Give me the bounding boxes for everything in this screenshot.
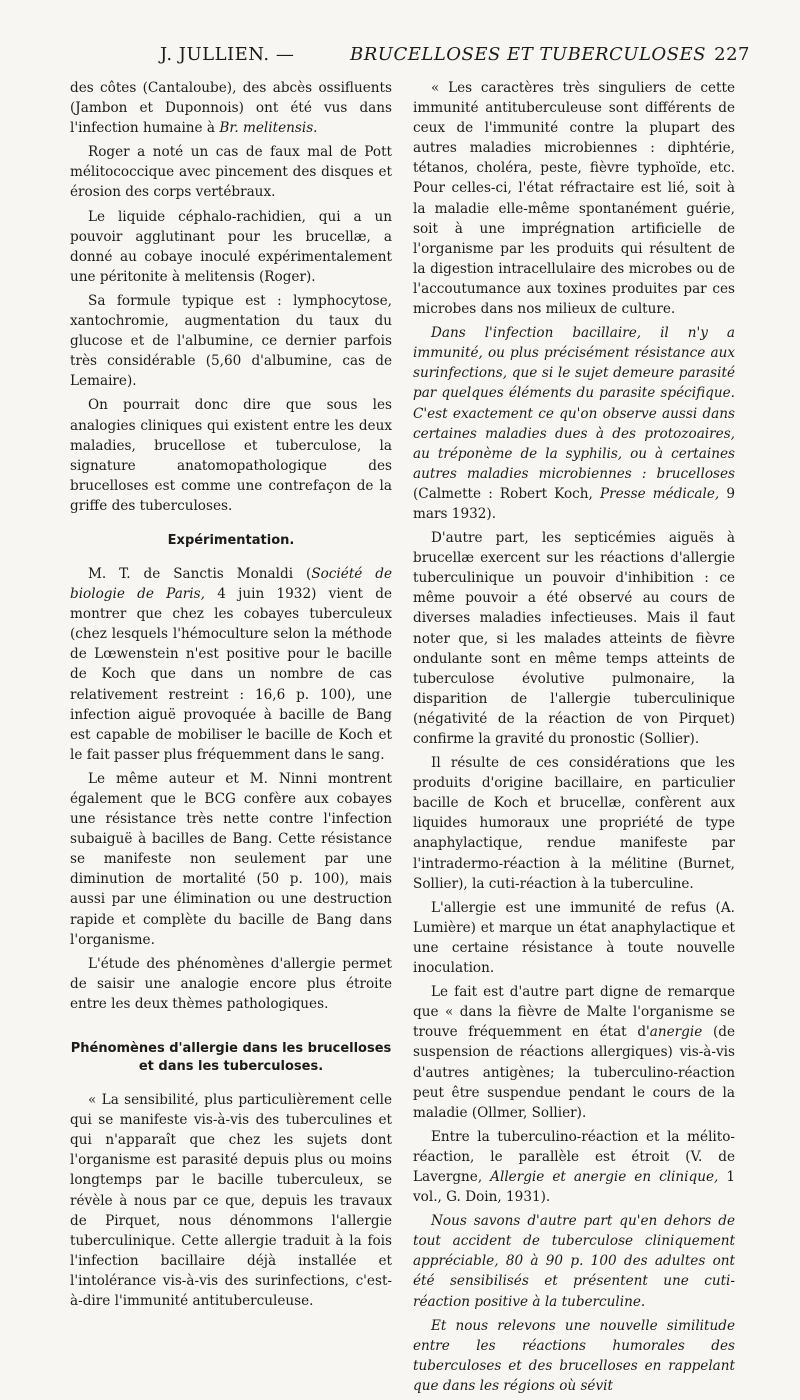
species-name: Br. melitensis.: [219, 120, 318, 137]
paragraph: Sa formule typique est : lymphocytose, xantochromie, augmentation du taux du glucose et de l'albumine, ce dernier parfois très considérable (5,60 d'albumine, cas de Lemaire).: [70, 292, 392, 390]
paragraph: [413, 1127, 735, 1207]
paragraph: [70, 78, 392, 138]
paragraph: D'autre part, les septicémies aiguës à brucellæ exercent sur les réactions d'allergie tuberculinique un pouvoir d'inhibition : ce même pouvoir a été observé au cours de diverses maladies infectieuses. Mais il faut noter que, si les malades atteints de fièvre ondulante sont en même temps atteints de tuberculose évolutive pulmonaire, la disparition de l'allergie tuberculinique (négativité de la réaction de von Pirquet) confirme la gravité du pronostic (Sollier).: [413, 530, 735, 747]
left-column: [70, 78, 392, 1315]
text: (Calmette : Robert Koch,: [413, 485, 600, 502]
paragraph: On pourrait donc dire que sous les analogies cliniques qui existent entre les deux maladies, brucellose et tuberculose, la signature anatomopathologique des brucelloses est comme une contrefaçon de la griffe des tuberculoses.: [70, 397, 392, 514]
paragraph: Nous savons d'autre part qu'en dehors de tout accident de tuberculose cliniquement appréciable, 80 à 90 p. 100 des adultes ont été sensibilisés et présentent une cuti-réaction positive à la tuberculine.: [413, 1213, 735, 1310]
header-title: BRUCELLOSES ET TUBERCULOSES: [350, 44, 706, 65]
text: M. T. de Sanctis Monaldi (: [88, 565, 312, 582]
heading-line: Phénomènes d'allergie dans les brucelloses: [70, 1041, 392, 1057]
term: anergie: [649, 1024, 703, 1041]
paragraph: L'allergie est une immunité de refus (A. Lumière) et marque un état anaphylactique et une certaine résistance à toute nouvelle inoculation.: [413, 899, 735, 977]
text: 1 vol., G. Doin, 1931).: [413, 1168, 735, 1206]
text: des côtes (Cantaloube), des abcès ossifluents (Jambon et Duponnois) ont été vus dans l'infection humaine à: [70, 80, 392, 137]
paragraph: Et nous relevons une nouvelle similitude entre les réactions humorales des tuberculoses et des brucelloses en rappelant que dans les régions où sévit: [413, 1317, 735, 1394]
paragraph: Il résulte de ces considérations que les produits d'origine bacillaire, en particulier bacille de Koch et brucellæ, confèrent aux liquides humoraux une propriété de type anaphylactique, rendue manifeste par l'intradermo-réaction à la mélitine (Burnet, Sollier), la cuti-réaction à la tuberculine.: [413, 755, 735, 892]
heading-line: et dans les tuberculoses.: [138, 1059, 324, 1075]
text: 4 juin 1932) vient de montrer que chez les cobayes tuberculeux (chez lesquels l'hémoculture selon la méthode de Lœwenstein n'est positive pour le bacille de Koch que dans un nombre de cas relativement restreint : 16,6 p. 100), une infection aiguë provoquée à bacille de Bang est capable de mobiliser le bacille de Koch et le fait passer plus fréquemment dans le sang.: [70, 586, 392, 763]
right-column: [413, 78, 735, 1400]
citation: Allergie et anergie en clinique,: [490, 1168, 719, 1185]
header-author: J. JULLIEN. —: [160, 44, 295, 65]
text: (de suspension de réactions allergiques) vis-à-vis d'autres antigènes; la tuberculino-réaction peut être suspendue pendant le cours de la maladie (Ollmer, Sollier).: [413, 1024, 735, 1121]
paragraph: « La sensibilité, plus particulièrement celle qui se manifeste vis-à-vis des tuberculines et qui n'apparaît que chez les sujets dont l'organisme est parasité depuis plus ou moins longtemps par le bacille tuberculeux, se révèle à nous par ce que, depuis les travaux de Pirquet, nous dénommons l'allergie tuberculinique. Cette allergie traduit à la fois l'infection bacillaire déjà installée et l'intolérance vis-à-vis des surinfections, c'est-à-dire l'immunité antituberculeuse.: [70, 1092, 392, 1309]
paragraph: L'étude des phénomènes d'allergie permet de saisir une analogie encore plus étroite entre les deux thèmes pathologiques.: [70, 955, 392, 1012]
paragraph: [413, 323, 735, 524]
text: Entre la tuberculino-réaction et la mélito-réaction, le parallèle est étroit (V. de Lavergne,: [413, 1128, 735, 1185]
paragraph: Le même auteur et M. Ninni montrent également que le BCG confère aux cobayes une résistance très nette contre l'infection subaiguë à bacilles de Bang. Cette résistance se manifeste non seulement par une diminution de mortalité (50 p. 100), mais aussi par une élimination ou une destruction rapide et complète du bacille de Bang dans l'organisme.: [70, 770, 392, 948]
section-heading-allergie: [70, 1040, 392, 1076]
paragraph: « Les caractères très singuliers de cette immunité antituberculeuse sont différents de ceux de l'immunité contre la plupart des autres maladies microbiennes : diphtérie, tétanos, choléra, peste, fièvre typhoïde, etc. Pour celles-ci, l'état réfractaire est lié, soit à la maladie elle-même spontanément guérie, soit à une imprégnation artificielle de l'organisme par les produits qui résultent de la digestion intracellulaire des microbes ou de l'accoutumance aux toxines produites par ces microbes dans nos milieux de culture.: [413, 80, 735, 318]
paragraph: Roger a noté un cas de faux mal de Pott mélitococcique avec pincement des disques et érosion des corps vertébraux.: [70, 144, 392, 201]
section-heading-experimentation: Expérimentation.: [167, 532, 295, 548]
quote: Dans l'infection bacillaire, il n'y a immunité, ou plus précisément résistance aux surinfections, que si le sujet demeure parasité par quelques éléments du parasite spécifique. C'est exactement ce qu'on observe aussi dans certaines maladies dues à des protozoaires, au tréponème de la syphilis, ou à certaines autres maladies microbiennes : brucelloses: [413, 325, 735, 482]
text: 9 mars 1932).: [413, 485, 735, 522]
paragraph: [70, 564, 392, 765]
text: Le fait est d'autre part digne de remarque que « dans la fièvre de Malte l'organisme se trouve fréquemment en état d': [413, 984, 735, 1041]
citation: Presse médicale,: [599, 485, 720, 502]
citation: Société de biologie de Paris,: [70, 565, 393, 603]
paragraph: [413, 982, 735, 1123]
paragraph: Le liquide céphalo-rachidien, qui a un pouvoir agglutinant pour les brucellæ, a donné au cobaye inoculé expérimentalement une péritonite à melitensis (Roger).: [70, 208, 392, 285]
page-number: 227: [714, 44, 750, 65]
